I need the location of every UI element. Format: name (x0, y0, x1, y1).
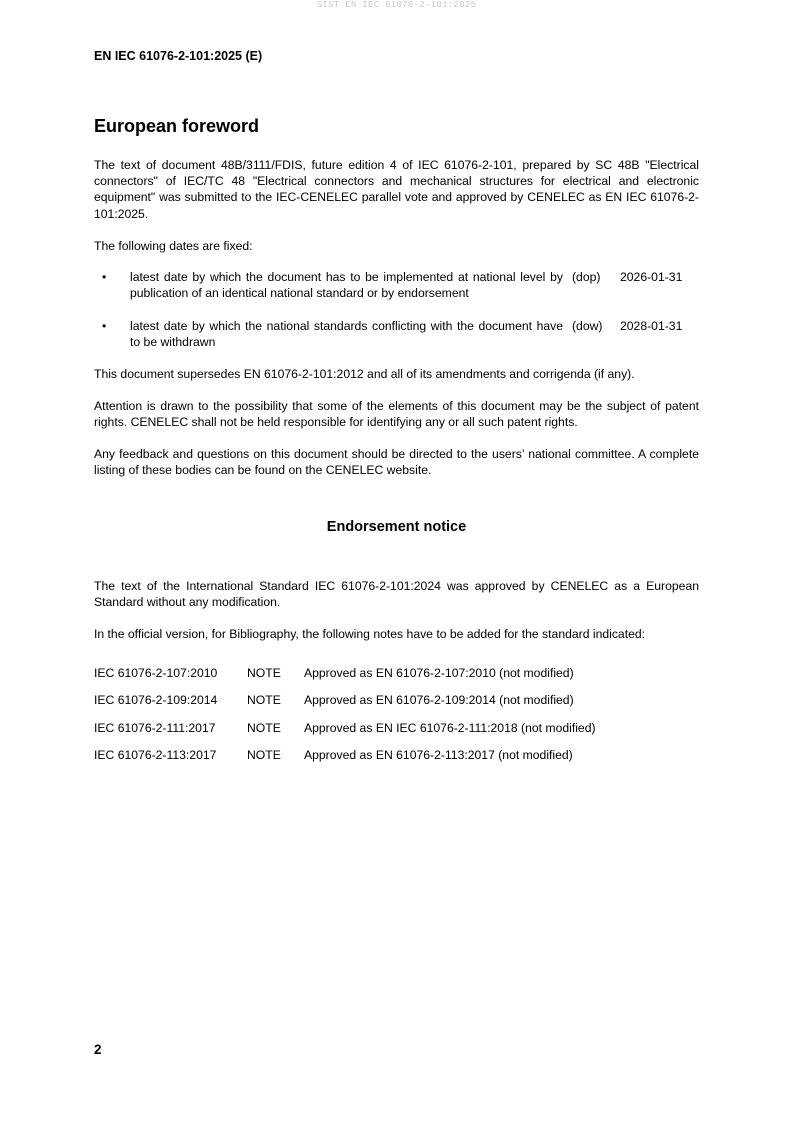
date-item-text: latest date by which the national standards conflicting with the document have to be withdrawn (130, 319, 563, 350)
date-item-text: latest date by which the document has to be implemented at national level by publication of an identical national standard or by endorsement (130, 270, 563, 301)
note-standard: IEC 61076-2-111:2017 (94, 721, 216, 735)
watermark: SIST EN IEC 61076-2-101:2025 (316, 0, 477, 10)
note-standard: IEC 61076-2-109:2014 (94, 693, 218, 707)
bullet-icon: • (102, 270, 107, 284)
note-label: NOTE (247, 693, 281, 707)
note-standard: IEC 61076-2-113:2017 (94, 748, 217, 762)
date-item-date: 2026-01-31 (620, 270, 683, 284)
note-text: Approved as EN 61076-2-113:2017 (not modified) (304, 748, 573, 762)
section-title-european-foreword: European foreword (94, 116, 260, 136)
endorsement-paragraph: The text of the International Standard IEC 61076-2-101:2024 was approved by CENELEC as a European Standard without any modification. (94, 579, 699, 610)
date-item-code: (dow) (572, 319, 603, 333)
foreword-intro-paragraph: The text of document 48B/3111/FDIS, future edition 4 of IEC 61076-2-101, prepared by SC 48B "Electrical connectors" of IEC/TC 48 "Electrical connectors and mechanical structures for electrical and electronic equipment" was submitted to the IEC-CENELEC parallel vote and approved by CENELEC as EN IEC 61076-2-101:2025. (94, 158, 699, 221)
note-label: NOTE (247, 721, 281, 735)
note-label: NOTE (247, 748, 281, 762)
date-item-code: (dop) (572, 270, 601, 284)
dates-intro-paragraph: The following dates are fixed: (94, 239, 253, 253)
supersedes-paragraph: This document supersedes EN 61076-2-101:2012 and all of its amendments and corrigenda (if any). (94, 367, 635, 381)
notes-intro-paragraph: In the official version, for Bibliography, the following notes have to be added for the standard indicated: (94, 627, 646, 641)
note-label: NOTE (247, 666, 281, 680)
page-number: 2 (94, 1042, 102, 1057)
running-header: EN IEC 61076-2-101:2025 (E) (94, 49, 263, 63)
date-item-date: 2028-01-31 (620, 319, 683, 333)
note-text: Approved as EN 61076-2-107:2010 (not modified) (304, 666, 574, 680)
note-text: Approved as EN 61076-2-109:2014 (not modified) (304, 693, 574, 707)
feedback-paragraph: Any feedback and questions on this document should be directed to the users’ national committee. A complete listing of these bodies can be found on the CENELEC website. (94, 447, 699, 478)
patent-paragraph: Attention is drawn to the possibility that some of the elements of this document may be the subject of patent rights. CENELEC shall not be held responsible for identifying any or all such patent rights. (94, 399, 699, 430)
note-text: Approved as EN IEC 61076-2-111:2018 (not modified) (304, 721, 596, 735)
bullet-icon: • (102, 319, 107, 333)
section-title-endorsement-notice: Endorsement notice (326, 519, 467, 535)
note-standard: IEC 61076-2-107:2010 (94, 666, 218, 680)
